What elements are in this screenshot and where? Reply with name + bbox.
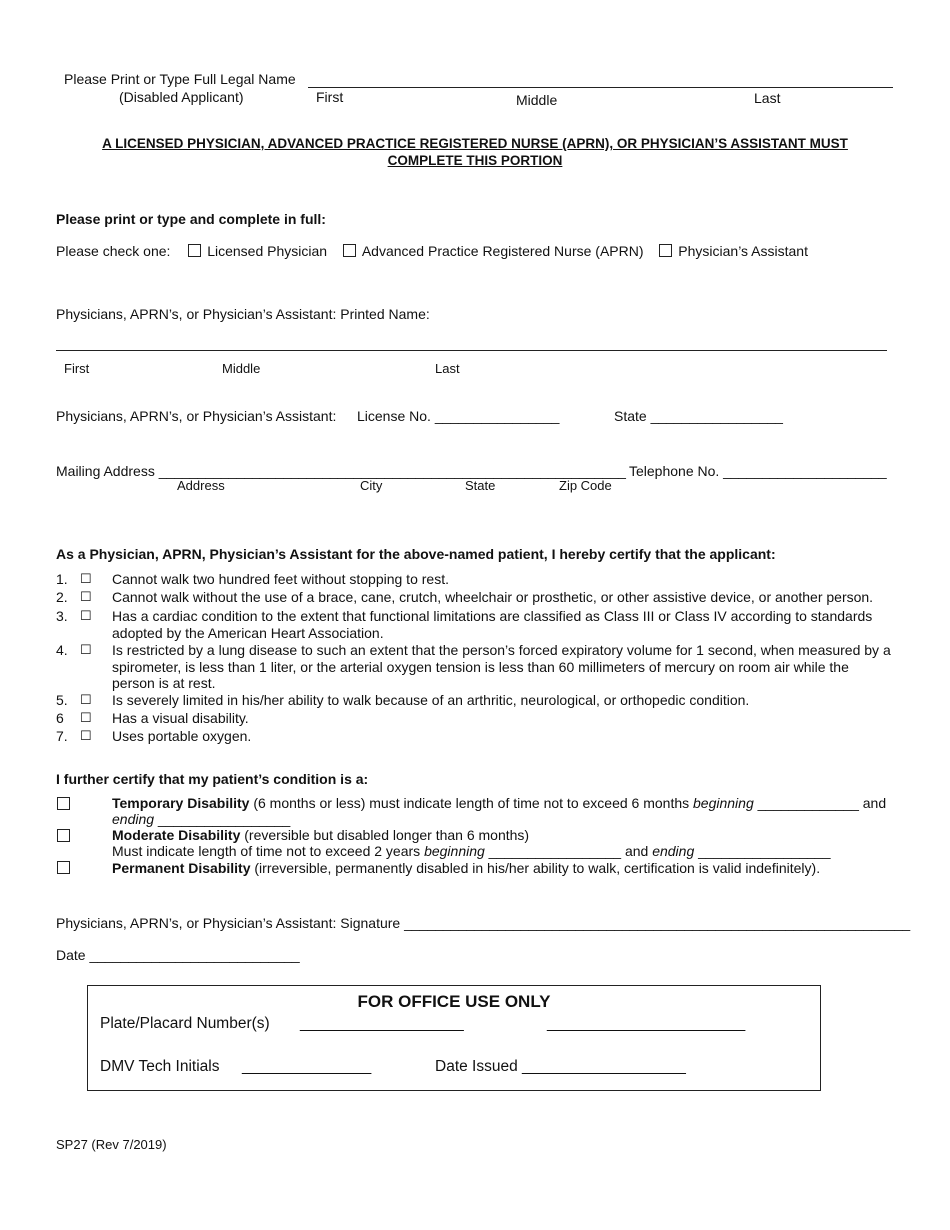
condition-heading: I further certify that my patient’s condition is a:: [56, 771, 369, 787]
applicant-first-label: First: [316, 89, 344, 105]
temporary-ending: ending: [112, 811, 155, 827]
certify-checkbox-4[interactable]: ☐: [80, 642, 92, 657]
temporary-disability-checkbox[interactable]: [57, 797, 70, 810]
certify-text-4c: person is at rest.: [112, 675, 216, 691]
license-label: Physicians, APRN’s, or Physician’s Assistant:: [56, 408, 337, 424]
certify-text-1: Cannot walk two hundred feet without stopping to rest.: [112, 571, 449, 587]
printed-name-field[interactable]: [56, 350, 887, 351]
permanent-title: Permanent Disability: [112, 860, 251, 876]
aprn-checkbox[interactable]: [343, 244, 356, 257]
certify-text-2: Cannot walk without the use of a brace, cane, crutch, wheelchair or prosthetic, or other assistive device, or another person.: [112, 589, 874, 605]
moderate-length-text: Must indicate length of time not to exceed 2 years: [112, 843, 425, 859]
certify-text-3: Has a cardiac condition to the extent that functional limitations are classified as Class III or Class IV according to standards: [112, 608, 873, 624]
instructions: Please print or type and complete in full:: [56, 211, 326, 227]
date-issued-field[interactable]: Date Issued ___________________: [435, 1058, 686, 1075]
temporary-desc: (6 months or less) must indicate length of time not to exceed 6 months: [249, 795, 694, 811]
certify-num-5: 5.: [56, 692, 68, 708]
license-state-field[interactable]: State _________________: [614, 408, 783, 424]
certify-text-6: Has a visual disability.: [112, 710, 249, 726]
certify-heading: As a Physician, APRN, Physician’s Assistant for the above-named patient, I hereby certify that the applicant:: [56, 546, 776, 562]
plate-placard-field-1[interactable]: ___________________: [300, 1015, 464, 1032]
check-one-row: [56, 243, 808, 259]
moderate-ending-field[interactable]: _________________: [694, 843, 831, 859]
certify-text-7: Uses portable oxygen.: [112, 728, 252, 744]
printed-name-label: Physicians, APRN’s, or Physician’s Assistant: Printed Name:: [56, 306, 430, 322]
date-field[interactable]: Date ___________________________: [56, 947, 300, 963]
moderate-ending: ending: [652, 843, 695, 859]
mailing-zip-sublabel: Zip Code: [559, 478, 612, 493]
certify-text-4b: spirometer, is less than 1 liter, or the arterial oxygen tension is less than 60 millimeters of mercury on room air while the: [112, 659, 849, 675]
moderate-disability-text: [112, 827, 529, 843]
temporary-ending-field[interactable]: _________________: [154, 811, 291, 827]
permanent-disability-checkbox[interactable]: [57, 861, 70, 874]
moderate-beginning-field[interactable]: _________________ and: [484, 843, 653, 859]
certify-checkbox-6[interactable]: ☐: [80, 710, 92, 725]
certify-text-5: Is severely limited in his/her ability to walk because of an arthritic, neurological, or orthopedic condition.: [112, 692, 750, 708]
certify-num-1: 1.: [56, 571, 68, 587]
moderate-length-row: [112, 843, 831, 859]
moderate-title: Moderate Disability: [112, 827, 241, 843]
temporary-ending-row: [112, 811, 290, 827]
temporary-beginning: beginning: [693, 795, 754, 811]
plate-placard-field-2[interactable]: _______________________: [547, 1015, 746, 1032]
applicant-last-label: Last: [754, 90, 781, 106]
certify-num-3: 3.: [56, 608, 68, 624]
telephone-field[interactable]: Telephone No. _____________________: [629, 463, 887, 479]
moderate-beginning: beginning: [424, 843, 485, 859]
certify-checkbox-1[interactable]: ☐: [80, 571, 92, 586]
permanent-desc: (irreversible, permanently disabled in his/her ability to walk, certification is valid indefinitely).: [250, 860, 821, 876]
mailing-state-sublabel: State: [465, 478, 496, 493]
licensed-physician-checkbox[interactable]: [188, 244, 201, 257]
moderate-desc: (reversible but disabled longer than 6 months): [240, 827, 530, 843]
certify-text-4: Is restricted by a lung disease to such an extent that the person’s forced expiratory volume for 1 second, when measured by a: [112, 642, 891, 658]
office-use-box: [87, 985, 821, 1091]
printed-last-label: Last: [435, 361, 460, 376]
certify-num-7: 7.: [56, 728, 68, 744]
applicant-name-label: Please Print or Type Full Legal Name: [64, 71, 296, 87]
dmv-tech-initials-field[interactable]: _______________: [242, 1058, 372, 1075]
signature-field[interactable]: Physicians, APRN’s, or Physician’s Assistant: Signature _________________________________________________________________: [56, 915, 911, 931]
certify-checkbox-7[interactable]: ☐: [80, 728, 92, 743]
applicant-name-sublabel: (Disabled Applicant): [119, 89, 244, 105]
dmv-tech-initials-label: DMV Tech Initials: [100, 1058, 220, 1075]
certify-text-3b: adopted by the American Heart Association.: [112, 625, 384, 641]
temporary-beginning-field[interactable]: _____________ and: [753, 795, 887, 811]
physician-assistant-checkbox[interactable]: [659, 244, 672, 257]
certify-num-4: 4.: [56, 642, 68, 658]
check-one-label: Please check one:: [56, 243, 171, 259]
physician-assistant-label: Physician’s Assistant: [678, 243, 808, 259]
temporary-disability-text: [112, 795, 886, 811]
mailing-address-field[interactable]: Mailing Address ____________________________________________________________: [56, 463, 626, 479]
applicant-middle-label: Middle: [516, 92, 558, 108]
applicant-name-field[interactable]: [308, 87, 893, 88]
aprn-label: Advanced Practice Registered Nurse (APRN): [361, 243, 644, 259]
moderate-disability-checkbox[interactable]: [57, 829, 70, 842]
form-revision: SP27 (Rev 7/2019): [56, 1137, 167, 1152]
license-number-field[interactable]: License No. ________________: [357, 408, 560, 424]
mailing-city-sublabel: City: [360, 478, 383, 493]
certify-num-2: 2.: [56, 589, 68, 605]
banner-line-2: COMPLETE THIS PORTION: [387, 153, 563, 168]
certify-checkbox-3[interactable]: ☐: [80, 608, 92, 623]
certify-checkbox-2[interactable]: ☐: [80, 589, 92, 604]
temporary-title: Temporary Disability: [112, 795, 250, 811]
printed-first-label: First: [64, 361, 90, 376]
printed-middle-label: Middle: [222, 361, 261, 376]
licensed-physician-label: Licensed Physician: [207, 243, 328, 259]
certify-num-6: 6: [56, 710, 64, 726]
mailing-address-sublabel: Address: [177, 478, 225, 493]
office-use-title: FOR OFFICE USE ONLY: [357, 992, 551, 1011]
permanent-disability-text: [112, 860, 820, 876]
banner-line-1: A LICENSED PHYSICIAN, ADVANCED PRACTICE REGISTERED NURSE (APRN), OR PHYSICIAN’S ASSISTANT MUST: [102, 136, 848, 151]
certify-checkbox-5[interactable]: ☐: [80, 692, 92, 707]
plate-placard-label: Plate/Placard Number(s): [100, 1015, 270, 1032]
